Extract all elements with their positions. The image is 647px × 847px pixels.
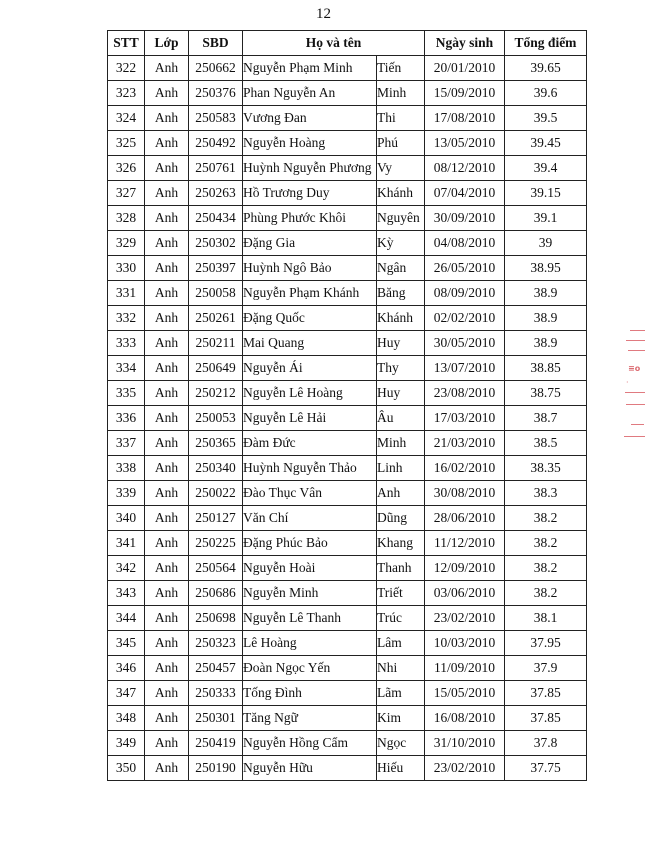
- cell-ho-ten-dem: Đặng Gia: [243, 231, 377, 256]
- cell-ho-ten-dem: Đặng Quốc: [243, 306, 377, 331]
- cell-lop: Anh: [145, 281, 189, 306]
- cell-lop: Anh: [145, 406, 189, 431]
- cell-ngay-sinh: 30/08/2010: [425, 481, 505, 506]
- cell-stt: 334: [108, 356, 145, 381]
- cell-stt: 328: [108, 206, 145, 231]
- cell-stt: 337: [108, 431, 145, 456]
- cell-ten: Băng: [377, 281, 425, 306]
- cell-tong-diem: 38.85: [505, 356, 587, 381]
- cell-sbd: 250053: [189, 406, 243, 431]
- cell-ho-ten-dem: Vương Đan: [243, 106, 377, 131]
- cell-stt: 348: [108, 706, 145, 731]
- cell-ngay-sinh: 23/02/2010: [425, 606, 505, 631]
- cell-ho-ten-dem: Tống Đình: [243, 681, 377, 706]
- cell-tong-diem: 39.1: [505, 206, 587, 231]
- cell-ngay-sinh: 03/06/2010: [425, 581, 505, 606]
- cell-ten: Minh: [377, 431, 425, 456]
- cell-sbd: 250434: [189, 206, 243, 231]
- table-row: [108, 506, 587, 531]
- cell-tong-diem: 37.85: [505, 706, 587, 731]
- cell-ten: Khánh: [377, 181, 425, 206]
- cell-stt: 332: [108, 306, 145, 331]
- cell-sbd: 250365: [189, 431, 243, 456]
- cell-ho-ten-dem: Nguyễn Lê Thanh: [243, 606, 377, 631]
- cell-sbd: 250212: [189, 381, 243, 406]
- cell-stt: 347: [108, 681, 145, 706]
- cell-sbd: 250698: [189, 606, 243, 631]
- cell-lop: Anh: [145, 106, 189, 131]
- cell-stt: 326: [108, 156, 145, 181]
- cell-tong-diem: 38.3: [505, 481, 587, 506]
- cell-ho-ten-dem: Nguyễn Hồng Cẩm: [243, 731, 377, 756]
- cell-sbd: 250686: [189, 581, 243, 606]
- cell-tong-diem: 37.9: [505, 656, 587, 681]
- cell-ngay-sinh: 30/05/2010: [425, 331, 505, 356]
- cell-stt: 323: [108, 81, 145, 106]
- cell-ten: Lâm: [377, 631, 425, 656]
- cell-ho-ten-dem: Đào Thục Vân: [243, 481, 377, 506]
- cell-sbd: 250022: [189, 481, 243, 506]
- cell-stt: 331: [108, 281, 145, 306]
- cell-lop: Anh: [145, 206, 189, 231]
- cell-ten: Anh: [377, 481, 425, 506]
- cell-ho-ten-dem: Đoàn Ngọc Yến: [243, 656, 377, 681]
- table-row: [108, 631, 587, 656]
- table-row: [108, 356, 587, 381]
- cell-ho-ten-dem: Huỳnh Ngô Bảo: [243, 256, 377, 281]
- cell-ngay-sinh: 16/02/2010: [425, 456, 505, 481]
- cell-sbd: 250333: [189, 681, 243, 706]
- cell-stt: 349: [108, 731, 145, 756]
- cell-lop: Anh: [145, 256, 189, 281]
- cell-sbd: 250340: [189, 456, 243, 481]
- cell-ten: Thy: [377, 356, 425, 381]
- cell-ngay-sinh: 11/12/2010: [425, 531, 505, 556]
- cell-ho-ten-dem: Mai Quang: [243, 331, 377, 356]
- cell-tong-diem: 38.95: [505, 256, 587, 281]
- cell-sbd: 250649: [189, 356, 243, 381]
- cell-tong-diem: 38.2: [505, 506, 587, 531]
- cell-stt: 336: [108, 406, 145, 431]
- table-row: [108, 231, 587, 256]
- table-row: [108, 556, 587, 581]
- cell-ngay-sinh: 28/06/2010: [425, 506, 505, 531]
- cell-ten: Kỳ: [377, 231, 425, 256]
- cell-ho-ten-dem: Nguyễn Hoài: [243, 556, 377, 581]
- table-row: [108, 756, 587, 781]
- cell-lop: Anh: [145, 581, 189, 606]
- cell-lop: Anh: [145, 706, 189, 731]
- cell-stt: 327: [108, 181, 145, 206]
- cell-tong-diem: 38.5: [505, 431, 587, 456]
- cell-stt: 325: [108, 131, 145, 156]
- cell-sbd: 250376: [189, 81, 243, 106]
- cell-stt: 346: [108, 656, 145, 681]
- cell-tong-diem: 38.2: [505, 531, 587, 556]
- table-row: [108, 406, 587, 431]
- cell-tong-diem: 37.75: [505, 756, 587, 781]
- cell-lop: Anh: [145, 606, 189, 631]
- table-row: [108, 481, 587, 506]
- cell-ho-ten-dem: Nguyễn Hoàng: [243, 131, 377, 156]
- cell-ten: Tiến: [377, 56, 425, 81]
- cell-ho-ten-dem: Nguyễn Phạm Minh: [243, 56, 377, 81]
- cell-stt: 322: [108, 56, 145, 81]
- header-lop: Lớp: [145, 31, 189, 56]
- cell-ten: Lãm: [377, 681, 425, 706]
- cell-stt: 324: [108, 106, 145, 131]
- cell-tong-diem: 39.4: [505, 156, 587, 181]
- cell-tong-diem: 39.45: [505, 131, 587, 156]
- cell-sbd: 250397: [189, 256, 243, 281]
- table-row: [108, 531, 587, 556]
- cell-sbd: 250662: [189, 56, 243, 81]
- cell-ten: Dũng: [377, 506, 425, 531]
- cell-sbd: 250457: [189, 656, 243, 681]
- table-row: [108, 681, 587, 706]
- cell-stt: 341: [108, 531, 145, 556]
- cell-lop: Anh: [145, 756, 189, 781]
- cell-sbd: 250323: [189, 631, 243, 656]
- table-row: [108, 56, 587, 81]
- cell-stt: 342: [108, 556, 145, 581]
- cell-stt: 330: [108, 256, 145, 281]
- table-row: [108, 656, 587, 681]
- cell-lop: Anh: [145, 506, 189, 531]
- header-tong-diem: Tổng điểm: [505, 31, 587, 56]
- cell-stt: 345: [108, 631, 145, 656]
- cell-lop: Anh: [145, 356, 189, 381]
- cell-sbd: 250225: [189, 531, 243, 556]
- cell-ngay-sinh: 16/08/2010: [425, 706, 505, 731]
- cell-tong-diem: 37.95: [505, 631, 587, 656]
- cell-lop: Anh: [145, 431, 189, 456]
- table-row: [108, 206, 587, 231]
- cell-tong-diem: 37.8: [505, 731, 587, 756]
- cell-ten: Huy: [377, 381, 425, 406]
- cell-ngay-sinh: 15/09/2010: [425, 81, 505, 106]
- cell-ngay-sinh: 17/03/2010: [425, 406, 505, 431]
- cell-stt: 338: [108, 456, 145, 481]
- table-row: [108, 156, 587, 181]
- table-row: [108, 281, 587, 306]
- cell-ngay-sinh: 07/04/2010: [425, 181, 505, 206]
- cell-sbd: 250263: [189, 181, 243, 206]
- table-row: [108, 381, 587, 406]
- cell-tong-diem: 38.2: [505, 556, 587, 581]
- table-header-row: [108, 31, 587, 56]
- cell-ngay-sinh: 15/05/2010: [425, 681, 505, 706]
- cell-lop: Anh: [145, 56, 189, 81]
- cell-ho-ten-dem: Văn Chí: [243, 506, 377, 531]
- cell-ngay-sinh: 12/09/2010: [425, 556, 505, 581]
- table-row: [108, 106, 587, 131]
- cell-ngay-sinh: 23/08/2010: [425, 381, 505, 406]
- cell-tong-diem: 39.65: [505, 56, 587, 81]
- cell-sbd: 250419: [189, 731, 243, 756]
- cell-ten: Phú: [377, 131, 425, 156]
- cell-sbd: 250492: [189, 131, 243, 156]
- cell-lop: Anh: [145, 231, 189, 256]
- table-row: [108, 131, 587, 156]
- table-row: [108, 306, 587, 331]
- cell-stt: 343: [108, 581, 145, 606]
- cell-lop: Anh: [145, 456, 189, 481]
- cell-ngay-sinh: 08/09/2010: [425, 281, 505, 306]
- cell-sbd: 250302: [189, 231, 243, 256]
- cell-ten: Âu: [377, 406, 425, 431]
- header-sbd: SBD: [189, 31, 243, 56]
- cell-ho-ten-dem: Nguyễn Hữu: [243, 756, 377, 781]
- cell-ten: Vy: [377, 156, 425, 181]
- cell-ngay-sinh: 26/05/2010: [425, 256, 505, 281]
- cell-ho-ten-dem: Nguyễn Lê Hoàng: [243, 381, 377, 406]
- cell-lop: Anh: [145, 656, 189, 681]
- table-row: [108, 256, 587, 281]
- cell-lop: Anh: [145, 681, 189, 706]
- cell-ngay-sinh: 13/07/2010: [425, 356, 505, 381]
- results-table: [107, 30, 587, 781]
- cell-sbd: 250761: [189, 156, 243, 181]
- table-row: [108, 181, 587, 206]
- page-number: 12: [316, 6, 331, 22]
- cell-lop: Anh: [145, 306, 189, 331]
- table-row: [108, 731, 587, 756]
- table-row: [108, 581, 587, 606]
- cell-ngay-sinh: 08/12/2010: [425, 156, 505, 181]
- cell-ten: Kim: [377, 706, 425, 731]
- cell-tong-diem: 39.5: [505, 106, 587, 131]
- cell-sbd: 250564: [189, 556, 243, 581]
- cell-lop: Anh: [145, 156, 189, 181]
- header-ngay-sinh: Ngày sinh: [425, 31, 505, 56]
- cell-lop: Anh: [145, 81, 189, 106]
- cell-ho-ten-dem: Huỳnh Nguyễn Thảo: [243, 456, 377, 481]
- cell-tong-diem: 39.15: [505, 181, 587, 206]
- cell-ngay-sinh: 04/08/2010: [425, 231, 505, 256]
- cell-ngay-sinh: 21/03/2010: [425, 431, 505, 456]
- table-row: [108, 431, 587, 456]
- cell-ngay-sinh: 23/02/2010: [425, 756, 505, 781]
- cell-ngay-sinh: 17/08/2010: [425, 106, 505, 131]
- cell-tong-diem: 38.9: [505, 281, 587, 306]
- red-stamp-fragment: ≡o ·: [622, 328, 647, 448]
- cell-ho-ten-dem: Đặng Phúc Bảo: [243, 531, 377, 556]
- cell-lop: Anh: [145, 531, 189, 556]
- cell-ten: Triết: [377, 581, 425, 606]
- cell-ten: Nhi: [377, 656, 425, 681]
- cell-tong-diem: 38.9: [505, 331, 587, 356]
- cell-tong-diem: 37.85: [505, 681, 587, 706]
- cell-ho-ten-dem: Nguyễn Lê Hải: [243, 406, 377, 431]
- cell-tong-diem: 38.2: [505, 581, 587, 606]
- cell-ten: Ngân: [377, 256, 425, 281]
- cell-ho-ten-dem: Phùng Phước Khôi: [243, 206, 377, 231]
- cell-ho-ten-dem: Tăng Ngữ: [243, 706, 377, 731]
- cell-ten: Linh: [377, 456, 425, 481]
- cell-lop: Anh: [145, 481, 189, 506]
- cell-ho-ten-dem: Nguyễn Minh: [243, 581, 377, 606]
- table-row: [108, 81, 587, 106]
- cell-ho-ten-dem: Phan Nguyễn An: [243, 81, 377, 106]
- cell-lop: Anh: [145, 331, 189, 356]
- cell-ngay-sinh: 31/10/2010: [425, 731, 505, 756]
- cell-stt: 339: [108, 481, 145, 506]
- cell-ten: Nguyên: [377, 206, 425, 231]
- cell-sbd: 250190: [189, 756, 243, 781]
- cell-sbd: 250261: [189, 306, 243, 331]
- cell-ten: Trúc: [377, 606, 425, 631]
- cell-ngay-sinh: 02/02/2010: [425, 306, 505, 331]
- cell-lop: Anh: [145, 556, 189, 581]
- table-row: [108, 456, 587, 481]
- cell-ho-ten-dem: Nguyễn Ái: [243, 356, 377, 381]
- cell-ten: Thanh: [377, 556, 425, 581]
- header-ho-ten: Họ và tên: [243, 31, 425, 56]
- cell-ho-ten-dem: Lê Hoàng: [243, 631, 377, 656]
- cell-tong-diem: 38.7: [505, 406, 587, 431]
- cell-sbd: 250127: [189, 506, 243, 531]
- cell-sbd: 250211: [189, 331, 243, 356]
- cell-ngay-sinh: 13/05/2010: [425, 131, 505, 156]
- table-row: [108, 706, 587, 731]
- cell-ho-ten-dem: Đàm Đức: [243, 431, 377, 456]
- cell-sbd: 250058: [189, 281, 243, 306]
- cell-stt: 344: [108, 606, 145, 631]
- cell-stt: 329: [108, 231, 145, 256]
- cell-tong-diem: 38.75: [505, 381, 587, 406]
- cell-ho-ten-dem: Hồ Trương Duy: [243, 181, 377, 206]
- cell-lop: Anh: [145, 631, 189, 656]
- cell-lop: Anh: [145, 731, 189, 756]
- cell-ngay-sinh: 11/09/2010: [425, 656, 505, 681]
- cell-tong-diem: 38.9: [505, 306, 587, 331]
- cell-stt: 350: [108, 756, 145, 781]
- cell-stt: 333: [108, 331, 145, 356]
- cell-ngay-sinh: 10/03/2010: [425, 631, 505, 656]
- cell-lop: Anh: [145, 131, 189, 156]
- cell-ten: Khang: [377, 531, 425, 556]
- cell-stt: 335: [108, 381, 145, 406]
- cell-ngay-sinh: 20/01/2010: [425, 56, 505, 81]
- cell-stt: 340: [108, 506, 145, 531]
- cell-tong-diem: 38.35: [505, 456, 587, 481]
- cell-tong-diem: 39.6: [505, 81, 587, 106]
- cell-tong-diem: 39: [505, 231, 587, 256]
- cell-lop: Anh: [145, 381, 189, 406]
- table-row: [108, 331, 587, 356]
- cell-ten: Huy: [377, 331, 425, 356]
- cell-ten: Ngọc: [377, 731, 425, 756]
- header-stt: STT: [108, 31, 145, 56]
- cell-sbd: 250301: [189, 706, 243, 731]
- cell-ten: Khánh: [377, 306, 425, 331]
- cell-ten: Thi: [377, 106, 425, 131]
- cell-tong-diem: 38.1: [505, 606, 587, 631]
- cell-ngay-sinh: 30/09/2010: [425, 206, 505, 231]
- cell-ten: Minh: [377, 81, 425, 106]
- cell-lop: Anh: [145, 181, 189, 206]
- cell-ten: Hiếu: [377, 756, 425, 781]
- table-row: [108, 606, 587, 631]
- cell-ho-ten-dem: Nguyễn Phạm Khánh: [243, 281, 377, 306]
- cell-ho-ten-dem: Huỳnh Nguyễn Phương: [243, 156, 377, 181]
- cell-sbd: 250583: [189, 106, 243, 131]
